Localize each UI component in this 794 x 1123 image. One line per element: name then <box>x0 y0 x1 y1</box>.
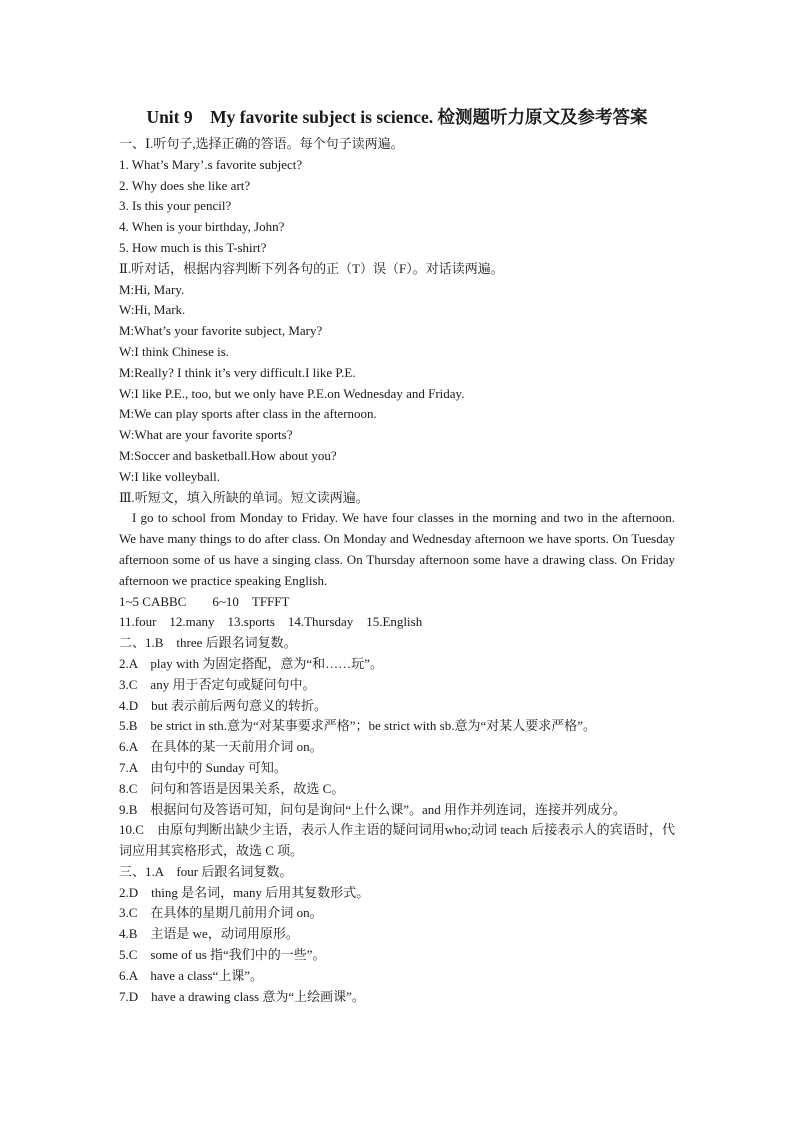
part3-answers <box>119 862 675 1008</box>
answer-item: 6.A 在具体的某一天前用介词 on。 <box>119 739 323 755</box>
dialogue-line: M:Really? I think it’s very difficult.I like P.E. <box>119 364 356 380</box>
answer-item: 9.B 根据问句及答语可知，问句是询问“上什么课”。and 用作并列连词，连接并列成分。 <box>119 801 626 817</box>
answer-item: 二、1.B three 后跟名词复数。 <box>119 635 297 651</box>
part2-answers <box>119 633 675 862</box>
answer-line: 1~5 CABBC 6~10 TFFFT <box>119 593 290 609</box>
answer-item: 3.C 在具体的星期几前用介词 on。 <box>119 905 323 921</box>
document-title: Unit 9 My favorite subject is science. 检测题听力原文及参考答案 <box>146 107 648 127</box>
answer-item: 2.D thing 是名词，many 后用其复数形式。 <box>119 884 370 900</box>
dialogue-line: M:We can play sports after class in the afternoon. <box>119 406 377 422</box>
answer-item-10: 10.C 由原句判断出缺少主语，表示人作主语的疑问词用who;动词 teach 后接表示人的宾语时，代词应用其宾格形式，故选 C 项。 <box>119 822 675 859</box>
answer-item: 5.C some of us 指“我们中的一些”。 <box>119 947 326 963</box>
question-3: 3. Is this your pencil? <box>119 198 232 214</box>
answer-item: 4.D but 表示前后两句意义的转折。 <box>119 697 328 713</box>
passage-paragraph: I go to school from Monday to Friday. We have four classes in the morning and two in the afternoon. We have many things to do after class. On Monday and Wednesday afternoon we have sports. On Tuesday afternoon some of us have a singing class. On Thursday afternoon some have a drawing class. On Friday afternoon we practice speaking English. <box>119 510 675 588</box>
dialogue-line: W:What are your favorite sports? <box>119 427 293 443</box>
document-page <box>119 104 675 1007</box>
answer-item: 7.A 由句中的 Sunday 可知。 <box>119 759 287 775</box>
listening-section <box>119 134 675 592</box>
dialogue-line: M:What’s your favorite subject, Mary? <box>119 323 323 339</box>
section3-heading: Ⅲ.听短文，填入所缺的单词。短文读两遍。 <box>119 489 369 505</box>
answer-item: 6.A have a class“上课”。 <box>119 967 264 983</box>
answer-item: 2.A play with 为固定搭配，意为“和……玩”。 <box>119 655 383 671</box>
answer-item: 5.B be strict in sth.意为“对某事要求严格”；be strict with sb.意为“对某人要求严格”。 <box>119 718 596 734</box>
answer-item: 7.D have a drawing class 意为“上绘画课”。 <box>119 988 365 1004</box>
dialogue-line: W:I like P.E., too, but we only have P.E.on Wednesday and Friday. <box>119 385 465 401</box>
dialogue-line: W:Hi, Mark. <box>119 302 186 318</box>
answer-item: 3.C any 用于否定句或疑问句中。 <box>119 676 316 692</box>
question-5: 5. How much is this T-shirt? <box>119 239 267 255</box>
question-4: 4. When is your birthday, John? <box>119 219 285 235</box>
answer-item: 4.B 主语是 we，动词用原形。 <box>119 926 299 942</box>
dialogue-line: W:I like volleyball. <box>119 468 220 484</box>
section2-heading: Ⅱ.听对话，根据内容判断下列各句的正（T）误（F）。对话读两遍。 <box>119 260 504 276</box>
dialogue-line: W:I think Chinese is. <box>119 343 230 359</box>
section1-heading: 一、Ⅰ.听句子,选择正确的答语。每个句子读两遍。 <box>119 136 404 151</box>
answer-item: 三、1.A four 后跟名词复数。 <box>119 863 293 879</box>
question-2: 2. Why does she like art? <box>119 177 251 193</box>
question-1: 1. What’s Mary’.s favorite subject? <box>119 156 303 172</box>
answer-line: 11.four 12.many 13.sports 14.Thursday 15.English <box>119 614 423 630</box>
listening-answers <box>119 592 675 634</box>
dialogue-line: M:Hi, Mary. <box>119 281 185 297</box>
dialogue-line: M:Soccer and basketball.How about you? <box>119 447 337 463</box>
answer-item: 8.C 问句和答语是因果关系，故选 C。 <box>119 780 345 796</box>
